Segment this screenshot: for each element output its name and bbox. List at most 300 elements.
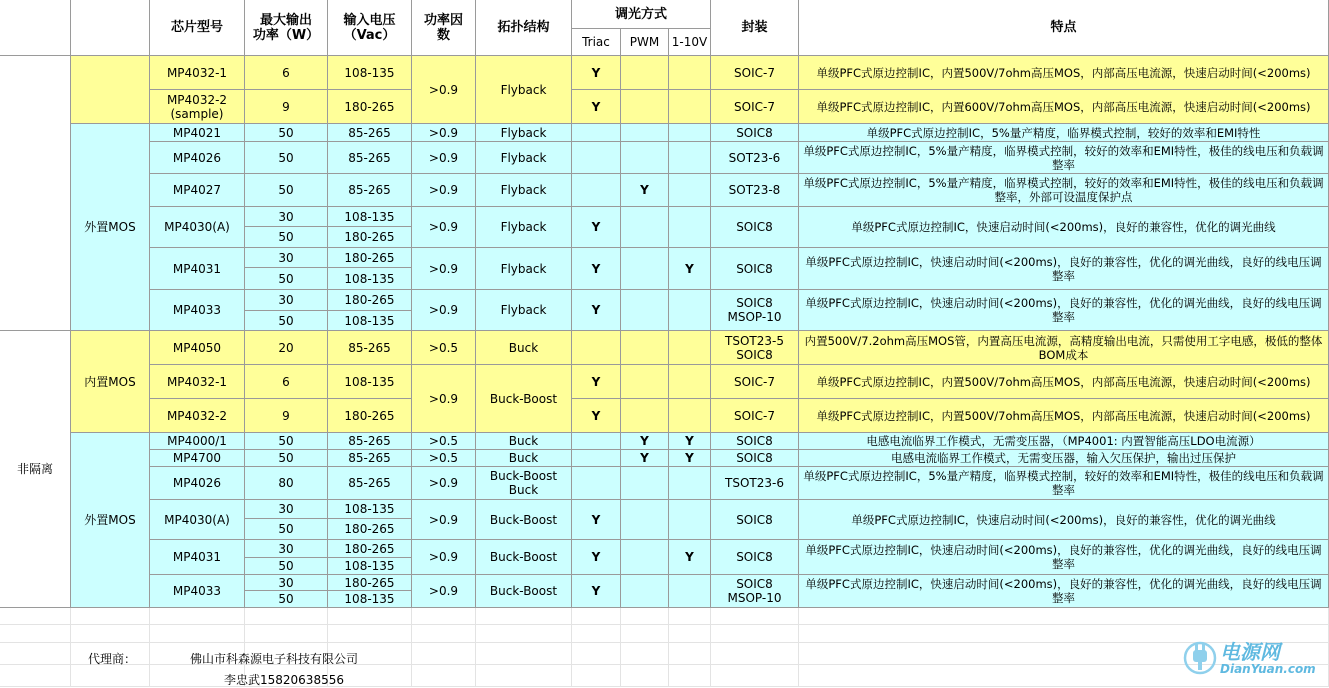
row-7-package — [711, 290, 799, 331]
row-13-1-10v — [669, 467, 711, 500]
row-16-vin-b-text: 108-135 — [344, 592, 395, 606]
row-7-vin-b — [328, 311, 412, 331]
row-14-vin-a-text: 108-135 — [344, 502, 395, 516]
row-15-power-b — [245, 558, 328, 575]
row-9-chip-text: MP4032-1 — [166, 374, 228, 389]
row-10-chip — [150, 399, 245, 433]
row-12-features — [799, 450, 1329, 467]
row-10-triac-text: Y — [591, 408, 601, 423]
row-10-power — [245, 399, 328, 433]
row-16-features — [799, 575, 1329, 608]
row-14-power-a-text: 30 — [278, 502, 294, 516]
header-pwm-text: PWM — [629, 34, 660, 49]
row-11-package — [711, 433, 799, 450]
row-1-vin-text: 180-265 — [344, 99, 395, 114]
row-2-vin-text: 85-265 — [348, 125, 391, 140]
row-7-topology — [476, 290, 572, 331]
row-16-triac-text: Y — [591, 584, 601, 598]
row-12-topology-text: Buck — [508, 451, 539, 465]
row-12-vin — [328, 450, 412, 467]
row-14-pf — [412, 500, 476, 540]
row-1-package — [711, 90, 799, 124]
row-11-pf — [412, 433, 476, 450]
row-0-1-10v — [669, 56, 711, 90]
row-14-triac-text: Y — [591, 512, 601, 527]
row-7-vin-b-text: 108-135 — [344, 313, 395, 328]
row-10-features-text: 单级PFC式原边控制IC，内置500V/7ohm高压MOS，内部高压电流源，快速启动时间(<200ms) — [816, 408, 1311, 423]
header-blank-2 — [71, 0, 150, 56]
row-5-1-10v — [669, 207, 711, 248]
row-1-package-text: SOIC-7 — [734, 99, 775, 114]
row-6-topology-text: Flyback — [500, 261, 547, 276]
row-1-triac-text: Y — [591, 99, 601, 114]
row-2-pf-text: >0.9 — [428, 125, 459, 140]
row-16-triac — [572, 575, 621, 608]
header-triac — [572, 29, 621, 56]
row-6-power-a — [245, 248, 328, 268]
row-7-power-b-text: 50 — [278, 313, 294, 328]
row-15-vin-b-text: 108-135 — [344, 559, 395, 573]
row-15-1-10v — [669, 540, 711, 575]
row-15-topology — [476, 540, 572, 575]
header-triac-text: Triac — [582, 34, 610, 49]
row-0-chip — [150, 56, 245, 90]
row-0-package-text: SOIC-7 — [734, 65, 775, 80]
row-10-1-10v — [669, 399, 711, 433]
row-9-chip — [150, 365, 245, 399]
row-15-features-text: 单级PFC式原边控制IC，快速启动时间(<200ms)，良好的兼容性，优化的调光曲线，良好的线电压调整率 — [805, 543, 1322, 571]
row-8-topology — [476, 331, 572, 365]
row-14-vin-b-text: 180-265 — [344, 522, 395, 536]
row-15-topology-text: Buck-Boost — [489, 550, 558, 564]
row-1-triac — [572, 90, 621, 124]
header-features-text: 特点 — [1050, 20, 1077, 35]
row-11-topology-text: Buck — [508, 434, 539, 448]
row-4-chip-text: MP4027 — [172, 183, 222, 197]
row-12-pwm — [621, 450, 669, 467]
header-features — [799, 0, 1329, 56]
row-15-vin-a — [328, 540, 412, 558]
header-pwm — [621, 29, 669, 56]
row-5-features-text: 单级PFC式原边控制IC，快速启动时间(<200ms)，良好的兼容性，优化的调光曲线 — [851, 220, 1276, 234]
row-9-package-text: SOIC-7 — [734, 374, 775, 389]
row-5-vin-a — [328, 207, 412, 227]
row-8-features — [799, 331, 1329, 365]
row-14-vin-b — [328, 519, 412, 540]
row-14-triac — [572, 500, 621, 540]
row-2-features-text: 单级PFC式原边控制IC，5%量产精度，临界模式控制，较好的效率和EMI特性 — [866, 125, 1261, 140]
row-6-topology — [476, 248, 572, 290]
row-9-package — [711, 365, 799, 399]
row-5-package-text: SOIC8 — [736, 220, 773, 234]
row-2-topology — [476, 124, 572, 142]
group-external-mos-1-text: 外置MOS — [84, 220, 136, 234]
row-4-features-text: 单级PFC式原边控制IC，5%量产精度，临界模式控制，较好的效率和EMI特性，极佳的线电压和负载调整率，外部可设温度保护点 — [803, 176, 1324, 204]
header-dimming-text: 调光方式 — [614, 6, 667, 22]
row-5-topology-text: Flyback — [500, 220, 547, 234]
empty-grid-cell — [412, 643, 476, 665]
row-1-features-text: 单级PFC式原边控制IC，内置600V/7ohm高压MOS，内部高压电流源，快速启动时间(<200ms) — [816, 99, 1311, 114]
row-9-power — [245, 365, 328, 399]
row-7-vin-a — [328, 290, 412, 311]
row-15-power-a — [245, 540, 328, 558]
empty-grid-cell — [328, 608, 412, 625]
row-2-triac — [572, 124, 621, 142]
row-7-topology-text: Flyback — [500, 303, 547, 317]
row-6-vin-a — [328, 248, 412, 268]
row-4-vin — [328, 174, 412, 207]
row-13-pf — [412, 467, 476, 500]
row-15-power-a-text: 30 — [278, 541, 294, 556]
row-4-power-text: 50 — [278, 183, 294, 197]
row-15-vin-a-text: 180-265 — [344, 541, 395, 556]
row-11-power — [245, 433, 328, 450]
row-2-topology-text: Flyback — [500, 125, 547, 140]
row-2-package-text: SOIC8 — [736, 125, 773, 140]
row-14-features-text: 单级PFC式原边控制IC，快速启动时间(<200ms)，良好的兼容性，优化的调光曲线 — [851, 512, 1276, 527]
row-6-package-text: SOIC8 — [736, 261, 773, 276]
empty-grid-cell — [0, 625, 71, 643]
row-3-pf — [412, 142, 476, 174]
row-7-triac-text: Y — [591, 303, 601, 317]
row-4-package-text: SOT23-8 — [728, 183, 781, 197]
row-12-1-10v — [669, 450, 711, 467]
empty-grid-cell — [476, 665, 572, 687]
row-2-chip — [150, 124, 245, 142]
row-0-pwm — [621, 56, 669, 90]
row-1-chip — [150, 90, 245, 124]
row-15-triac — [572, 540, 621, 575]
row-13-package — [711, 467, 799, 500]
row-16-power-b-text: 50 — [278, 592, 294, 606]
row-0-features — [799, 56, 1329, 90]
empty-grid-cell — [669, 643, 711, 665]
logo-text: 电源网 — [1220, 640, 1280, 664]
row-6-vin-a-text: 180-265 — [344, 250, 395, 265]
row-0-vin-text: 108-135 — [344, 65, 395, 80]
row-7-power-a — [245, 290, 328, 311]
row-5-vin-b-text: 180-265 — [344, 230, 395, 244]
empty-grid-cell — [476, 625, 572, 643]
row-8-power-text: 20 — [278, 340, 294, 355]
empty-grid-cell — [621, 608, 669, 625]
row-8-vin-text: 85-265 — [348, 340, 391, 355]
header-dimming — [572, 0, 711, 29]
row-2-pf — [412, 124, 476, 142]
row-5-power-b — [245, 227, 328, 248]
header-vin — [328, 0, 412, 56]
row-4-package — [711, 174, 799, 207]
row-15-features — [799, 540, 1329, 575]
header-blank — [0, 0, 71, 56]
row-6-vin-b — [328, 268, 412, 290]
row-14-pwm — [621, 500, 669, 540]
row-0-chip-text: MP4032-1 — [166, 65, 228, 80]
row-6-chip-text: MP4031 — [172, 261, 222, 276]
row-2-vin — [328, 124, 412, 142]
row-14-package-text: SOIC8 — [736, 512, 773, 527]
row-9-triac — [572, 365, 621, 399]
row-14-1-10v — [669, 500, 711, 540]
row-10-chip-text: MP4032-2 — [166, 408, 228, 423]
row-0-triac-text: Y — [591, 65, 601, 80]
row-14-chip — [150, 500, 245, 540]
row-15-pf-text: >0.9 — [428, 550, 459, 564]
group-isolation — [0, 331, 71, 608]
row-0-features-text: 单级PFC式原边控制IC，内置500V/7ohm高压MOS，内部高压电流源，快速启动时间(<200ms) — [816, 65, 1311, 80]
row-3-pwm — [621, 142, 669, 174]
row-9-triac-text: Y — [591, 374, 601, 389]
row-5-pf — [412, 207, 476, 248]
header-pf-text: 功率因 数 — [423, 12, 463, 43]
header-package — [711, 0, 799, 56]
row-0-package — [711, 56, 799, 90]
row-0-power-text: 6 — [282, 65, 290, 80]
row-6-1-10v-text: Y — [685, 261, 694, 276]
row-3-topology-text: Flyback — [500, 150, 547, 165]
row-15-vin-b — [328, 558, 412, 575]
row-1-chip-text: MP4032-2 (sample) — [166, 92, 228, 121]
empty-grid-cell — [0, 665, 71, 687]
row-7-1-10v — [669, 290, 711, 331]
header-pf — [412, 0, 476, 56]
row-3-vin — [328, 142, 412, 174]
row-4-triac — [572, 174, 621, 207]
footer-company-name: 佛山市科森源电子科技有限公司 — [190, 652, 359, 666]
row-6-power-a-text: 30 — [278, 250, 294, 265]
row-16-pf — [412, 575, 476, 608]
row-16-vin-a-text: 180-265 — [344, 575, 395, 590]
empty-grid-cell — [572, 665, 621, 687]
row-7-pwm — [621, 290, 669, 331]
row-8-1-10v — [669, 331, 711, 365]
header-vin-text: 输入电压 （Vac） — [343, 12, 396, 43]
row-0-power — [245, 56, 328, 90]
row-9-vin — [328, 365, 412, 399]
row-9-pwm — [621, 365, 669, 399]
row-10-power-text: 9 — [282, 408, 290, 423]
row-8-chip — [150, 331, 245, 365]
row-13-package-text: TSOT23-6 — [725, 476, 784, 490]
row-11-features — [799, 433, 1329, 450]
row-0-triac — [572, 56, 621, 90]
row-8-features-text: 内置500V/7.2ohm高压MOS管，内置高压电流源，高精度输出电流，只需使用工字电感，极低的整体BOM成本 — [804, 333, 1323, 362]
row-6-pwm — [621, 248, 669, 290]
row-10-package-text: SOIC-7 — [734, 408, 775, 423]
empty-grid-cell — [412, 625, 476, 643]
row-12-1-10v-text: Y — [685, 451, 694, 465]
row-8-triac — [572, 331, 621, 365]
row-1-pwm — [621, 90, 669, 124]
row-14-package — [711, 500, 799, 540]
group-external-mos-1 — [71, 124, 150, 331]
empty-grid-cell — [412, 665, 476, 687]
row-7-power-a-text: 30 — [278, 293, 294, 307]
row-9-topology-text: Buck-Boost — [489, 391, 558, 406]
row-12-features-text: 电感电流临界工作模式，无需变压器，输入欠压保护，输出过压保护 — [891, 451, 1236, 465]
row-9-1-10v — [669, 365, 711, 399]
row-16-1-10v — [669, 575, 711, 608]
row-5-power-b-text: 50 — [278, 230, 294, 244]
row-14-pf-text: >0.9 — [428, 512, 459, 527]
row-14-power-a — [245, 500, 328, 519]
row-15-power-b-text: 50 — [278, 559, 294, 573]
row-5-vin-b — [328, 227, 412, 248]
row-7-power-b — [245, 311, 328, 331]
row-16-vin-a — [328, 575, 412, 591]
row-8-topology-text: Buck — [508, 340, 539, 355]
row-11-package-text: SOIC8 — [736, 434, 773, 448]
row-10-pwm — [621, 399, 669, 433]
header-topology — [476, 0, 572, 56]
empty-grid-cell — [711, 625, 799, 643]
row-7-pf-text: >0.9 — [428, 303, 459, 317]
row-6-pf-text: >0.9 — [428, 261, 459, 276]
row-1-power — [245, 90, 328, 124]
row-3-chip — [150, 142, 245, 174]
row-2-pwm — [621, 124, 669, 142]
row-11-chip — [150, 433, 245, 450]
row-8-pf-text: >0.5 — [428, 340, 459, 355]
row-1-1-10v — [669, 90, 711, 124]
row-16-topology — [476, 575, 572, 608]
row-2-features — [799, 124, 1329, 142]
row-16-power-a-text: 30 — [278, 575, 294, 590]
row-4-vin-text: 85-265 — [348, 183, 391, 197]
row-16-topology-text: Buck-Boost — [489, 584, 558, 598]
row-11-1-10v — [669, 433, 711, 450]
row-12-power-text: 50 — [278, 451, 294, 465]
row-3-features — [799, 142, 1329, 174]
empty-grid-cell — [71, 608, 150, 625]
row-9-topology — [476, 365, 572, 433]
row-12-chip — [150, 450, 245, 467]
row-16-chip-text: MP4033 — [172, 584, 222, 598]
row-11-features-text: 电感电流临界工作模式，无需变压器，（MP4001: 内置智能高压LDO电流源） — [866, 434, 1261, 448]
empty-grid-cell — [150, 608, 245, 625]
empty-grid-cell — [711, 665, 799, 687]
row-15-package — [711, 540, 799, 575]
row-1-power-text: 9 — [282, 99, 290, 114]
row-4-features — [799, 174, 1329, 207]
row-13-features-text: 单级PFC式原边控制IC，5%量产精度，临界模式控制，较好的效率和EMI特性，极佳的线电压和负载调整率 — [803, 469, 1324, 497]
row-2-1-10v — [669, 124, 711, 142]
row-0-vin — [328, 56, 412, 90]
row-4-topology — [476, 174, 572, 207]
row-11-1-10v-text: Y — [685, 434, 694, 448]
row-15-pf — [412, 540, 476, 575]
row-12-package — [711, 450, 799, 467]
row-6-features-text: 单级PFC式原边控制IC，快速启动时间(<200ms)，良好的兼容性，优化的调光曲线，良好的线电压调整率 — [805, 254, 1322, 283]
row-5-package — [711, 207, 799, 248]
row-15-pwm — [621, 540, 669, 575]
row-13-power-text: 80 — [278, 476, 294, 490]
row-16-package — [711, 575, 799, 608]
row-4-pf-text: >0.9 — [428, 183, 459, 197]
row-14-vin-a — [328, 500, 412, 519]
row-5-triac-text: Y — [591, 220, 601, 234]
header-1-10v — [669, 29, 711, 56]
row-5-features — [799, 207, 1329, 248]
empty-grid-cell — [245, 608, 328, 625]
row-5-chip-text: MP4030(A) — [164, 220, 230, 234]
row-7-features-text: 单级PFC式原边控制IC，快速启动时间(<200ms)，良好的兼容性，优化的调光曲线，良好的线电压调整率 — [805, 296, 1322, 324]
row-15-chip-text: MP4031 — [172, 550, 222, 564]
row-3-triac — [572, 142, 621, 174]
row-8-package-text: TSOT23-5 SOIC8 — [725, 333, 784, 362]
row-13-triac — [572, 467, 621, 500]
row-3-package — [711, 142, 799, 174]
row-12-topology — [476, 450, 572, 467]
row-3-package-text: SOT23-6 — [728, 150, 781, 165]
row-8-pf — [412, 331, 476, 365]
group-blank-yellow — [71, 56, 150, 124]
header-package-text: 封装 — [741, 20, 768, 35]
empty-grid-cell — [412, 608, 476, 625]
empty-grid-cell — [0, 643, 71, 665]
row-11-pf-text: >0.5 — [428, 434, 459, 448]
row-12-package-text: SOIC8 — [736, 451, 773, 465]
row-11-topology — [476, 433, 572, 450]
row-7-pf — [412, 290, 476, 331]
empty-grid-cell — [572, 625, 621, 643]
row-16-vin-b — [328, 591, 412, 608]
row-10-features — [799, 399, 1329, 433]
row-14-features — [799, 500, 1329, 540]
row-7-triac — [572, 290, 621, 331]
empty-grid-cell — [799, 608, 1329, 625]
row-5-pf-text: >0.9 — [428, 220, 459, 234]
row-16-package-text: SOIC8 MSOP-10 — [727, 577, 782, 605]
empty-grid-cell — [0, 608, 71, 625]
row-9-power-text: 6 — [282, 374, 290, 389]
row-12-power — [245, 450, 328, 467]
row-16-chip — [150, 575, 245, 608]
row-6-vin-b-text: 108-135 — [344, 271, 395, 286]
row-6-chip — [150, 248, 245, 290]
group-external-mos-2 — [71, 433, 150, 608]
row-13-pf-text: >0.9 — [428, 476, 459, 490]
row-11-power-text: 50 — [278, 434, 294, 448]
row-3-1-10v — [669, 142, 711, 174]
header-power — [245, 0, 328, 56]
row-14-power-b — [245, 519, 328, 540]
row-4-pwm-text: Y — [640, 183, 649, 197]
empty-grid-cell — [572, 643, 621, 665]
row-12-chip-text: MP4700 — [172, 451, 222, 465]
row-12-pf — [412, 450, 476, 467]
empty-grid-cell — [711, 643, 799, 665]
empty-grid-cell — [711, 608, 799, 625]
header-1-10v-text: 1-10V — [671, 34, 708, 49]
row-15-triac-text: Y — [591, 550, 601, 564]
footer-contact: 李忠武15820638556 — [224, 673, 344, 687]
row-16-pf-text: >0.9 — [428, 584, 459, 598]
row-9-features-text: 单级PFC式原边控制IC，内置500V/7ohm高压MOS，内部高压电流源，快速启动时间(<200ms) — [816, 374, 1311, 389]
row-4-1-10v — [669, 174, 711, 207]
row-14-power-b-text: 50 — [278, 522, 294, 536]
row-4-chip — [150, 174, 245, 207]
row-7-features — [799, 290, 1329, 331]
row-11-triac — [572, 433, 621, 450]
row-13-vin-text: 85-265 — [348, 476, 391, 490]
row-6-package — [711, 248, 799, 290]
row-12-pwm-text: Y — [640, 451, 649, 465]
header-chip-text: 芯片型号 — [170, 20, 223, 35]
row-9-features — [799, 365, 1329, 399]
row-8-chip-text: MP4050 — [172, 340, 222, 355]
header-chip — [150, 0, 245, 56]
